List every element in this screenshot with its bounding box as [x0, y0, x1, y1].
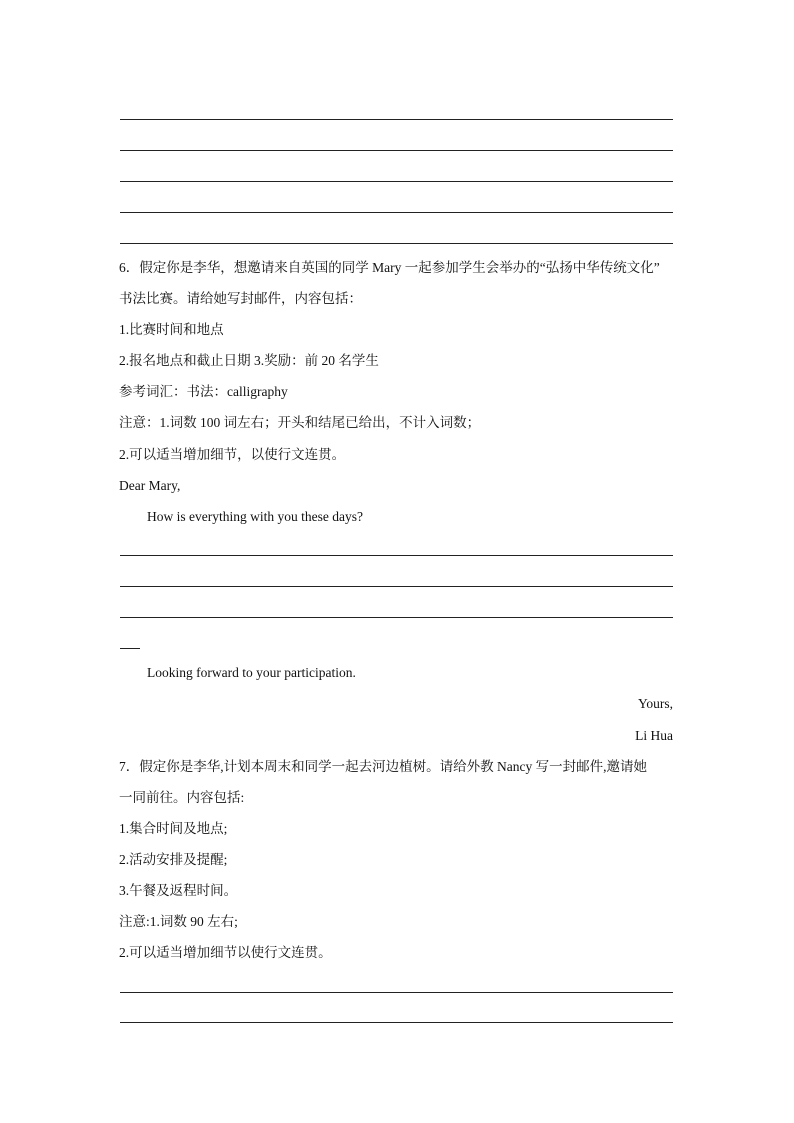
q7-item-2: 2.活动安排及提醒;: [119, 852, 228, 867]
q7-item-3: 3.午餐及返程时间。: [119, 883, 238, 898]
q6-item-1: 1.比赛时间和地点: [119, 322, 224, 337]
q6-signature: Li Hua: [635, 728, 673, 743]
answer-line: [120, 212, 673, 213]
q6-note-2: 2.可以适当增加细节，以使行文连贯。: [119, 447, 346, 462]
answer-line: [120, 119, 673, 120]
q6-vocab: 参考词汇：书法：calligraphy: [119, 384, 288, 399]
q7-note-1: 注意:1.词数 90 左右;: [119, 914, 238, 929]
q7-note-2: 2.可以适当增加细节以使行文连贯。: [119, 945, 332, 960]
q6-opening: How is everything with you these days?: [147, 509, 363, 524]
q7-prompt-line2: 一同前往。内容包括:: [119, 790, 245, 805]
q6-closing: Looking forward to your participation.: [147, 665, 356, 680]
answer-line: [120, 617, 673, 618]
q6-prompt-line1: 6．假定你是李华，想邀请来自英国的同学 Mary 一起参加学生会举办的“弘扬中华传统文化”: [119, 260, 660, 275]
answer-line: [120, 181, 673, 182]
answer-line: [120, 992, 673, 993]
answer-line: [120, 150, 673, 151]
q6-prompt-line2: 书法比赛。请给她写封邮件，内容包括：: [119, 291, 362, 306]
q6-note-1: 注意：1.词数 100 词左右；开头和结尾已给出，不计入词数；: [119, 415, 481, 430]
answer-line: [120, 586, 673, 587]
answer-line: [120, 555, 673, 556]
q6-item-2: 2.报名地点和截止日期 3.奖励：前 20 名学生: [119, 353, 379, 368]
answer-line-short: [120, 648, 140, 649]
answer-line: [120, 1022, 673, 1023]
q6-salutation: Dear Mary,: [119, 478, 181, 493]
q7-item-1: 1.集合时间及地点;: [119, 821, 228, 836]
q7-prompt-line1: 7．假定你是李华,计划本周末和同学一起去河边植树。请给外教 Nancy 写一封邮件,邀请她: [119, 759, 647, 774]
q6-signoff: Yours,: [637, 696, 673, 711]
answer-line: [120, 243, 673, 244]
